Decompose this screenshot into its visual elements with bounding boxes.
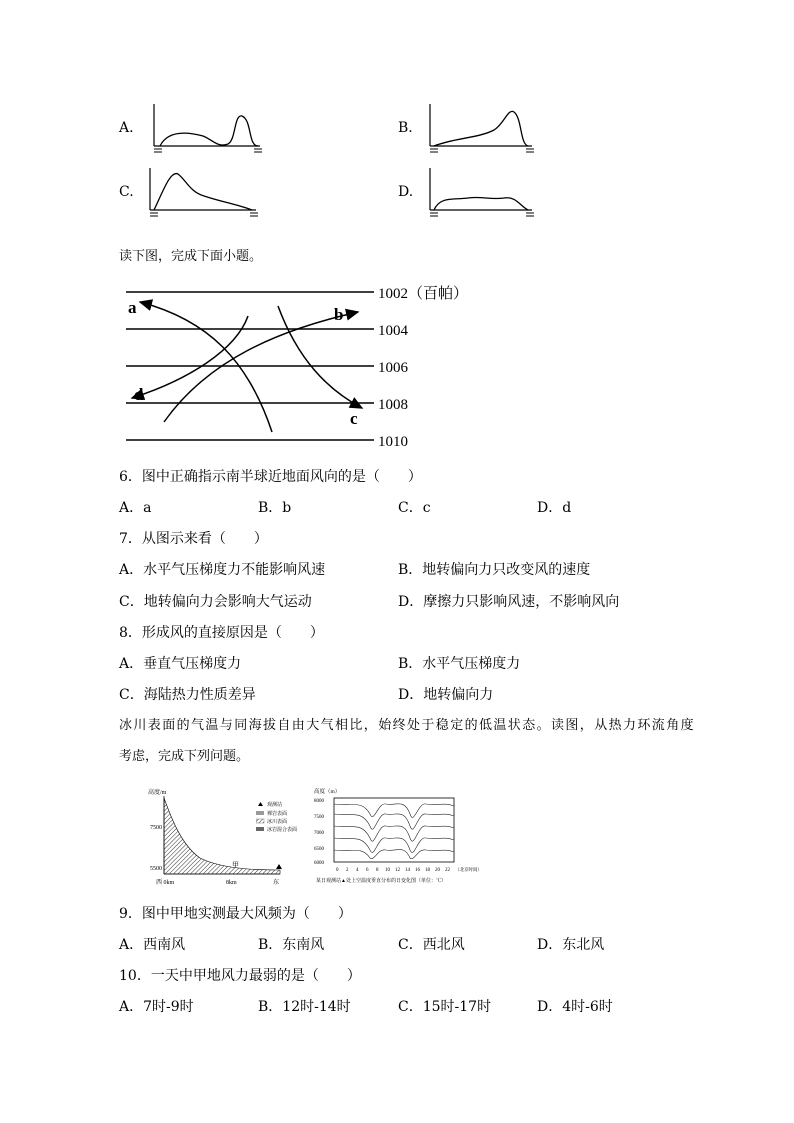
q7-stem: 7．从图示来看（ ） xyxy=(119,531,268,547)
q7-option-d[interactable]: D．摩擦力只影响风速，不影响风向 xyxy=(398,594,620,610)
isobar-value: 1010 xyxy=(378,434,408,450)
legend-label: 裸岩表面 xyxy=(267,812,288,817)
temp-y-tick: 6000 xyxy=(314,861,324,866)
isobar-value: 1002（百帕） xyxy=(378,286,469,302)
intro-text-2-line1: 冰川表面的气温与同海拔自由大气相比，始终处于稳定的低温状态。读图，从热力环流角度 xyxy=(119,718,696,733)
station-marker-icon xyxy=(276,864,282,869)
legend-swatch-rock xyxy=(256,811,264,815)
temp-x-tick: 0 xyxy=(336,868,339,873)
legend-label: 冰川表面 xyxy=(267,820,288,825)
temp-x-tick: 10 xyxy=(385,868,390,873)
glacier-y-label: 高度/m xyxy=(148,790,167,796)
isobar-diagram xyxy=(118,280,488,450)
q10-option-d[interactable]: D．4时-6时 xyxy=(537,999,613,1015)
q9-option-b[interactable]: B．东南风 xyxy=(258,937,325,953)
option-a-label: A. xyxy=(119,120,134,136)
intro-text-1: 读下图，完成下面小题。 xyxy=(119,249,263,264)
q9-option-c[interactable]: C．西北风 xyxy=(398,937,465,953)
arrow-a xyxy=(140,302,272,432)
q6-option-c[interactable]: C．c xyxy=(398,500,431,516)
temp-x-tick: 2 xyxy=(346,868,349,873)
q6-option-a[interactable]: A．a xyxy=(119,500,152,516)
isobar-value: 1006 xyxy=(378,360,408,376)
intro-text-2-line2: 考虑，完成下列问题。 xyxy=(119,749,250,764)
q8-option-a[interactable]: A．垂直气压梯度力 xyxy=(119,656,242,672)
legend-label: 观测站 xyxy=(267,803,283,808)
legend-swatch-glacier xyxy=(256,819,264,823)
q10-option-b[interactable]: B．12时-14时 xyxy=(258,999,351,1015)
q8-option-c[interactable]: C．海陆热力性质差异 xyxy=(119,687,256,703)
legend-station-icon xyxy=(258,802,263,806)
q8-option-b[interactable]: B．水平气压梯度力 xyxy=(398,656,521,672)
glacier-x-tick: 西 0km xyxy=(156,880,175,886)
arrow-label-d: d xyxy=(134,385,144,404)
site-jia-label: 甲 xyxy=(232,861,239,869)
option-b-label: B. xyxy=(398,120,413,136)
temp-x-tick: 16 xyxy=(415,868,420,873)
q9-option-a[interactable]: A．西南风 xyxy=(119,937,186,953)
q7-option-a[interactable]: A．水平气压梯度力不能影响风速 xyxy=(119,562,326,578)
temp-x-tick: 20 xyxy=(435,868,440,873)
q6-stem: 6．图中正确指示南半球近地面风向的是（ ） xyxy=(119,469,422,485)
temp-x-tick: 18 xyxy=(425,868,430,873)
arrow-label-b: b xyxy=(334,305,344,324)
temp-y-tick: 7500 xyxy=(314,815,324,820)
temp-x-tick: 22 xyxy=(445,868,450,873)
temp-x-tick: 14 xyxy=(405,868,410,873)
temp-x-tick: 6 xyxy=(366,868,369,873)
legend-label: 冰岩混合表面 xyxy=(267,828,298,833)
arrow-label-c: c xyxy=(350,409,358,428)
q10-stem: 10．一天中甲地风力最弱的是（ ） xyxy=(119,968,361,984)
q6-option-d[interactable]: D．d xyxy=(537,500,572,516)
q7-option-c[interactable]: C．地转偏向力会影响大气运动 xyxy=(119,594,312,610)
curve-graph-d xyxy=(424,164,539,220)
q10-option-c[interactable]: C．15时-17时 xyxy=(398,999,492,1015)
temp-x-tick: 4 xyxy=(356,868,359,873)
temp-y-tick: 8000 xyxy=(314,799,324,804)
q7-option-b[interactable]: B．地转偏向力只改变风的速度 xyxy=(398,562,591,578)
curve-graph-c xyxy=(144,164,264,220)
temp-y-label: 高度（m） xyxy=(314,789,341,795)
temp-figure-caption: 某日观测站▲处上空温度垂直分布的日变化图（单位：℃） xyxy=(316,879,446,884)
isotherm-lines xyxy=(334,804,454,859)
q9-option-d[interactable]: D．东北风 xyxy=(537,937,605,953)
q8-option-d[interactable]: D．地转偏向力 xyxy=(398,687,494,703)
q6-option-b[interactable]: B．b xyxy=(258,500,292,516)
arrow-label-a: a xyxy=(128,298,137,317)
temp-x-unit: （北京时间） xyxy=(455,867,482,872)
temp-x-tick: 12 xyxy=(395,868,400,873)
option-c-label: C. xyxy=(119,184,134,200)
option-d-label: D. xyxy=(398,184,414,200)
glacier-legend xyxy=(256,800,314,836)
temperature-diurnal-figure xyxy=(312,784,482,890)
legend-swatch-mixed xyxy=(256,827,264,831)
temp-x-tick: 8 xyxy=(376,868,379,873)
isobar-value: 1004 xyxy=(378,323,408,339)
curve-graph-a xyxy=(148,100,268,156)
temp-y-tick: 7000 xyxy=(314,831,324,836)
q10-option-a[interactable]: A．7时-9时 xyxy=(119,999,194,1015)
q9-stem: 9．图中甲地实测最大风频为（ ） xyxy=(119,906,352,922)
glacier-y-tick: 5500 xyxy=(150,866,162,872)
q8-stem: 8．形成风的直接原因是（ ） xyxy=(119,625,324,641)
curve-graph-b xyxy=(424,100,539,156)
isobar-value: 1008 xyxy=(378,397,408,413)
glacier-y-tick: 7500 xyxy=(150,825,162,831)
glacier-x-tick: 8km xyxy=(226,880,237,886)
glacier-x-tick: 东 xyxy=(273,880,280,886)
temp-y-tick: 6500 xyxy=(314,847,324,852)
